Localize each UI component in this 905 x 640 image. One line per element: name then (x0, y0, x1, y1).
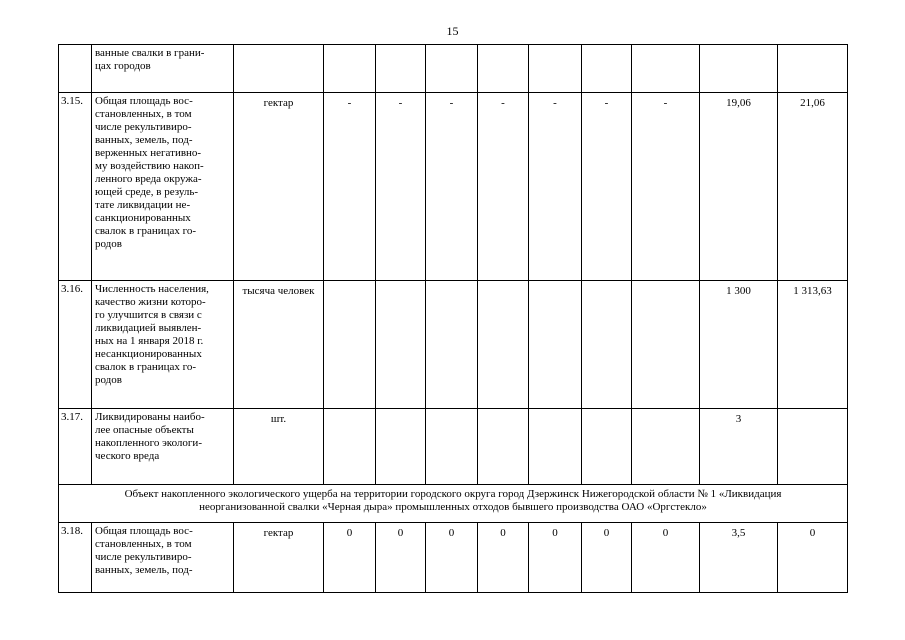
table-row (59, 93, 848, 281)
description-line: Ликвидированы наибо- (95, 411, 205, 423)
table-row (59, 45, 848, 93)
value-cell: 21,06 (778, 93, 848, 281)
value-cell: 1 313,63 (778, 281, 848, 409)
section-header (59, 485, 848, 523)
value-cell: - (632, 93, 700, 281)
value-cell: 0 (426, 523, 478, 593)
row-number: 3.16. (59, 281, 92, 409)
section-header-line: Объект накопленного экологического ущерба на территории городского округа город Дзержинск Нижегородской области № 1 «Ликвидация (124, 488, 782, 500)
value-cell: 0 (324, 523, 376, 593)
value-cell (632, 281, 700, 409)
description-line: числе рекультивиро- (95, 121, 192, 133)
unit-of-measure: гектар (234, 523, 324, 593)
value-cell (324, 45, 376, 93)
description-line: родов (95, 374, 122, 386)
value-cell (529, 45, 582, 93)
value-cell: - (376, 93, 426, 281)
description-line: тате ликвидации не- (95, 199, 191, 211)
table-row (59, 281, 848, 409)
value-cell (324, 281, 376, 409)
value-cell (632, 45, 700, 93)
description-line: ванных, земель, под- (95, 134, 193, 146)
value-cell (632, 409, 700, 485)
section-header-row (59, 485, 848, 523)
value-cell (582, 409, 632, 485)
unit-of-measure: гектар (234, 93, 324, 281)
unit-of-measure (234, 45, 324, 93)
description-line: ленного вреда окружа- (95, 173, 202, 185)
description-line: несанкционированных (95, 348, 202, 360)
description-line: Численность населения, (95, 283, 209, 295)
page-number: 15 (446, 24, 459, 38)
description-line: Общая площадь вос- (95, 95, 193, 107)
unit-of-measure: шт. (234, 409, 324, 485)
value-cell: 0 (632, 523, 700, 593)
indicator-description (92, 45, 234, 93)
description-line: цах городов (95, 60, 151, 72)
description-line: ных на 1 января 2018 г. (95, 335, 204, 347)
unit-of-measure: тысяча человек (234, 281, 324, 409)
row-number (59, 45, 92, 93)
value-cell (700, 45, 778, 93)
value-cell: - (529, 93, 582, 281)
indicator-description (92, 281, 234, 409)
description-line: му воздействию накоп- (95, 160, 204, 172)
value-cell (376, 45, 426, 93)
description-line: верженных негативно- (95, 147, 202, 159)
value-cell: - (478, 93, 529, 281)
description-line: свалок в границах го- (95, 225, 197, 237)
value-cell (324, 409, 376, 485)
row-number: 3.17. (59, 409, 92, 485)
description-line: свалок в границах го- (95, 361, 197, 373)
value-cell (478, 409, 529, 485)
description-line: родов (95, 238, 122, 250)
value-cell (529, 281, 582, 409)
description-line: становленных, в том (95, 108, 192, 120)
description-line: го улучшится в связи с (95, 309, 202, 321)
description-line: становленных, в том (95, 538, 192, 550)
value-cell (376, 409, 426, 485)
value-cell (426, 409, 478, 485)
table-row (59, 523, 848, 593)
indicators-table (58, 44, 848, 593)
value-cell: - (426, 93, 478, 281)
value-cell: 1 300 (700, 281, 778, 409)
indicator-description (92, 523, 234, 593)
value-cell (582, 45, 632, 93)
indicator-description (92, 409, 234, 485)
value-cell (778, 409, 848, 485)
table-row (59, 409, 848, 485)
value-cell (426, 45, 478, 93)
value-cell (478, 281, 529, 409)
value-cell: 0 (376, 523, 426, 593)
value-cell (529, 409, 582, 485)
description-line: Общая площадь вос- (95, 525, 193, 537)
value-cell: 0 (582, 523, 632, 593)
description-line: ванных, земель, под- (95, 564, 193, 576)
value-cell: - (582, 93, 632, 281)
value-cell: 0 (529, 523, 582, 593)
value-cell (582, 281, 632, 409)
value-cell (376, 281, 426, 409)
indicator-description (92, 93, 234, 281)
value-cell: 19,06 (700, 93, 778, 281)
value-cell: 3 (700, 409, 778, 485)
value-cell: - (324, 93, 376, 281)
description-line: ликвидацией выявлен- (95, 322, 202, 334)
value-cell: 0 (778, 523, 848, 593)
value-cell: 3,5 (700, 523, 778, 593)
description-line: лее опасные объекты (95, 424, 194, 436)
description-line: накопленного экологи- (95, 437, 202, 449)
value-cell (778, 45, 848, 93)
description-line: ющей среде, в резуль- (95, 186, 199, 198)
description-line: числе рекультивиро- (95, 551, 192, 563)
description-line: ванные свалки в грани- (95, 47, 205, 59)
value-cell: 0 (478, 523, 529, 593)
row-number: 3.15. (59, 93, 92, 281)
description-line: ческого вреда (95, 450, 160, 462)
description-line: санкционированных (95, 212, 191, 224)
value-cell (426, 281, 478, 409)
value-cell (478, 45, 529, 93)
row-number: 3.18. (59, 523, 92, 593)
description-line: качество жизни которо- (95, 296, 206, 308)
section-header-line: неорганизованной свалки «Черная дыра» промышленных отходов бывшего производства ОАО «Оргстекло» (199, 501, 707, 513)
